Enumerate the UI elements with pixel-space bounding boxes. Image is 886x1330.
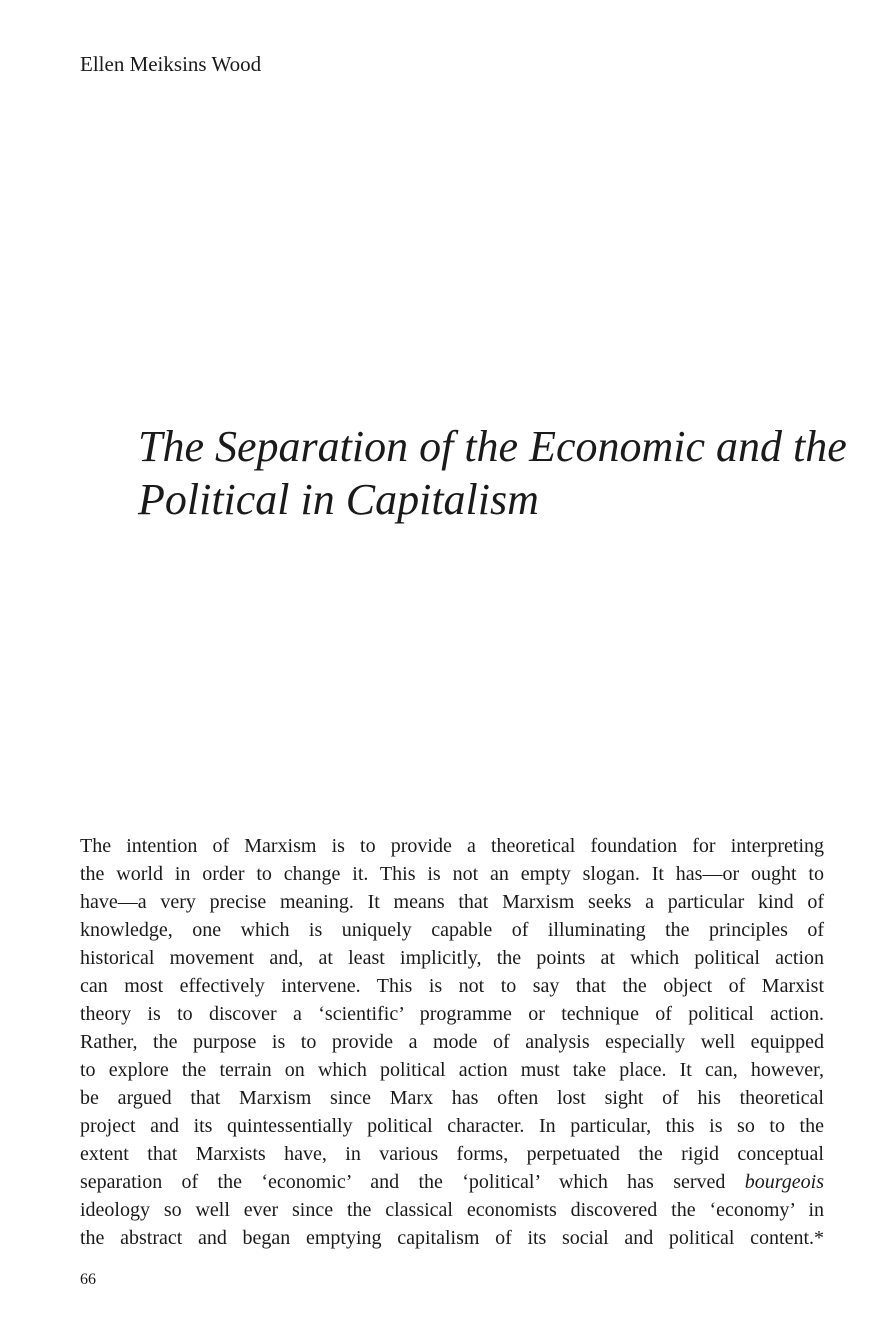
title-line-1: The Separation of the Economic and the (138, 422, 847, 471)
body-line: The intention of Marxism is to provide a theoretical foundation for interpreting (80, 835, 824, 857)
body-line: Rather, the purpose is to provide a mode of analysis especially well equipped (80, 1031, 824, 1053)
body-line: have—a very precise meaning. It means that Marxism seeks a particular kind of (80, 891, 824, 913)
article-title (138, 420, 847, 526)
italic-term: bourgeois (744, 1171, 825, 1193)
body-line: theory is to discover a ‘scientific’ programme or technique of political action. (80, 1003, 824, 1025)
body-line: extent that Marxists have, in various forms, perpetuated the rigid conceptual (80, 1143, 824, 1165)
body-line: be argued that Marxism since Marx has often lost sight of his theoretical (80, 1087, 824, 1109)
body-line: to explore the terrain on which political action must take place. It can, however, (80, 1059, 824, 1081)
body-line-text: separation of the ‘economic’ and the ‘political’ which has served (80, 1171, 726, 1193)
title-line-2: Political in Capitalism (138, 475, 539, 524)
body-line: can most effectively intervene. This is not to say that the object of Marxist (80, 975, 824, 997)
body-line: project and its quintessentially political character. In particular, this is so to the (80, 1115, 824, 1137)
body-line: the abstract and began emptying capitalism of its social and political content.* (80, 1227, 824, 1249)
body-line: ideology so well ever since the classical economists discovered the ‘economy’ in (80, 1199, 824, 1221)
body-line: historical movement and, at least implicitly, the points at which political action (80, 947, 824, 969)
body-line-with-italic (80, 1168, 824, 1196)
body-line: the world in order to change it. This is not an empty slogan. It has—or ought to (80, 863, 824, 885)
page-number: 66 (80, 1271, 96, 1288)
running-head: Ellen Meiksins Wood (80, 52, 262, 76)
body-line: knowledge, one which is uniquely capable of illuminating the principles of (80, 919, 824, 941)
body-paragraph (80, 832, 824, 1252)
